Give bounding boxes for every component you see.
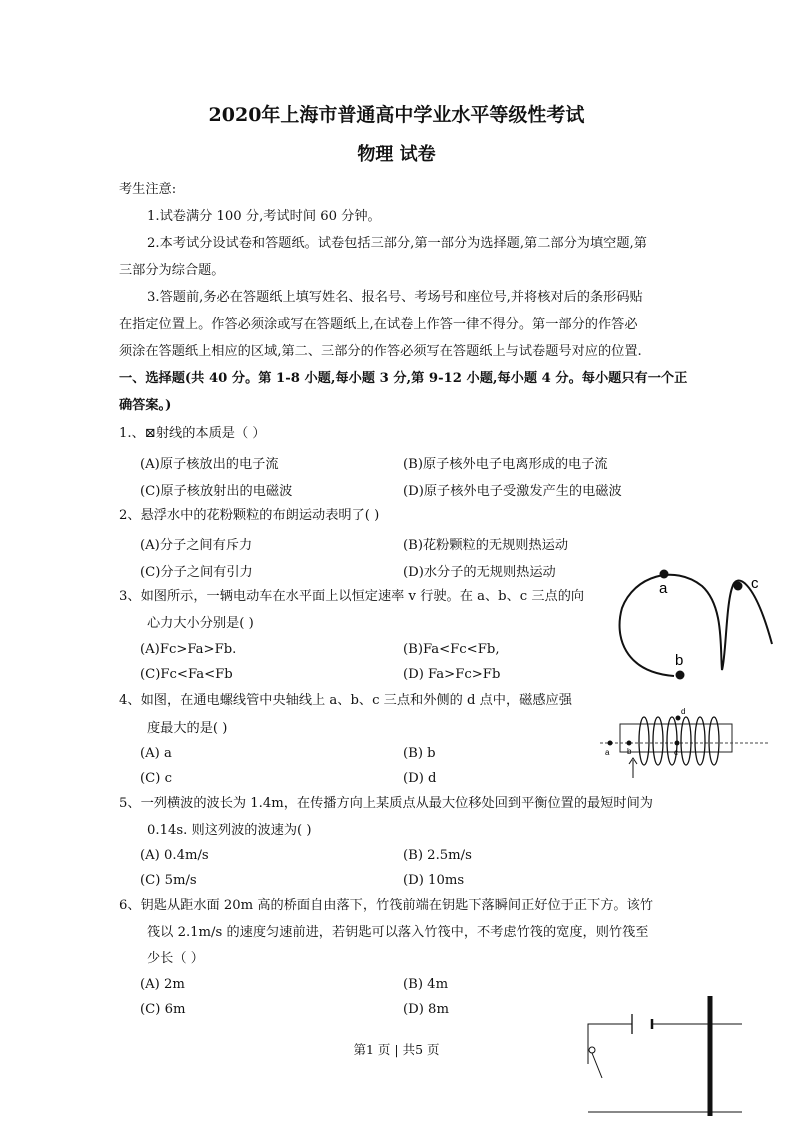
q6-stem-line-2: 筏以 2.1m/s 的速度匀速前进，若钥匙可以落入竹筏中，不考虑竹筏的宽度，则竹筏至 xyxy=(147,925,649,940)
q3-point-b xyxy=(676,671,685,680)
q5-option-a: (A) 0.4m/s xyxy=(140,848,209,863)
q2-option-b: (B)花粉颗粒的无规则热运动 xyxy=(403,538,569,553)
q4-label-d: d xyxy=(681,707,686,716)
q4-label-c: c xyxy=(674,748,678,757)
q4-option-a: (A) a xyxy=(140,746,172,761)
exam-subtitle: 物理 试卷 xyxy=(357,144,436,165)
q3-track-curve xyxy=(620,575,772,676)
q2-option-a: (A)分子之间有斥力 xyxy=(140,538,253,553)
notice-heading: 考生注意: xyxy=(119,182,177,197)
q3-point-c xyxy=(734,582,743,591)
q3-stem-line-2: 心力大小分别是( ) xyxy=(147,616,254,631)
q1-option-b: (B)原子核外电子电离形成的电子流 xyxy=(403,457,608,472)
q6-stem-line-3: 少长（ ） xyxy=(147,951,204,966)
q4-option-c: (C) c xyxy=(140,771,172,786)
notice-item-3-line-3: 须涂在答题纸上相应的区域,第二、三部分的作答必须写在答题纸上与试卷题号对应的位置. xyxy=(119,344,642,359)
q1-option-c: (C)原子核放射出的电磁波 xyxy=(140,484,293,499)
q1-option-d: (D)原子核外电子受激发产生的电磁波 xyxy=(403,484,622,499)
q4-label-a: a xyxy=(605,748,610,757)
q4-option-b: (B) b xyxy=(403,746,436,761)
q4-solenoid-figure xyxy=(596,704,772,780)
q5-option-c: (C) 5m/s xyxy=(140,873,197,888)
notice-item-3-line-2: 在指定位置上。作答必须涂或写在答题纸上,在试卷上作答一律不得分。第一部分的作答必 xyxy=(119,317,638,332)
q4-stem-line-2: 度最大的是( ) xyxy=(147,721,228,736)
section-1-heading-line-1: 一、选择题(共 40 分。第 1-8 小题,每小题 3 分,第 9-12 小题,每小题 4 分。每小题只有一个正 xyxy=(119,371,688,386)
q3-option-c: (C)Fc<Fa<Fb xyxy=(140,667,233,682)
q5-stem-line-1: 5、一列横波的波长为 1.4m，在传播方向上某质点从最大位移处回到平衡位置的最短时间为 xyxy=(119,796,653,811)
page-footer: 第1 页 | 共5 页 xyxy=(353,1042,440,1057)
q3-option-b: (B)Fa<Fc<Fb, xyxy=(403,642,500,657)
q5-option-b: (B) 2.5m/s xyxy=(403,848,472,863)
q4-stem-line-1: 4、如图，在通电螺线管中央轴线上 a、b、c 三点和外侧的 d 点中，磁感应强 xyxy=(119,693,572,708)
notice-item-3-line-1: 3.答题前,务必在答题纸上填写姓名、报名号、考场号和座位号,并将核对后的条形码贴 xyxy=(147,290,643,305)
q3-point-a xyxy=(660,570,669,579)
q3-stem-line-1: 3、如图所示，一辆电动车在水平面上以恒定速率 v 行驶。在 a、b、c 三点的向 xyxy=(119,589,585,604)
q3-option-a: (A)Fc>Fa>Fb. xyxy=(140,642,237,657)
q6-option-a: (A) 2m xyxy=(140,977,185,992)
q6-option-b: (B) 4m xyxy=(403,977,449,992)
q5-option-d: (D) 10ms xyxy=(403,873,465,888)
q2-option-d: (D)水分子的无规则热运动 xyxy=(403,565,556,580)
q6-option-c: (C) 6m xyxy=(140,1002,186,1017)
q3-label-b: b xyxy=(675,652,684,669)
q3-option-d: (D) Fa>Fc>Fb xyxy=(403,667,501,682)
q4-point-d xyxy=(676,716,681,721)
q1-option-a: (A)原子核放出的电子流 xyxy=(140,457,279,472)
q1-stem: 1.、⊠射线的本质是（ ） xyxy=(119,426,266,441)
q3-label-c: c xyxy=(751,575,759,592)
notice-item-2-line-1: 2.本考试分设试卷和答题纸。试卷包括三部分,第一部分为选择题,第二部分为填空题,第 xyxy=(147,236,647,251)
exam-title: 2020年上海市普通高中学业水平等级性考试 xyxy=(208,104,585,126)
q6-stem-line-1: 6、钥匙从距水面 20m 高的桥面自由落下，竹筏前端在钥匙下落瞬间正好位于正下方。该竹 xyxy=(119,898,653,913)
q2-option-c: (C)分子之间有引力 xyxy=(140,565,253,580)
q5-stem-line-2: 0.14s. 则这列波的波速为( ) xyxy=(147,823,312,838)
q4-point-a xyxy=(608,741,613,746)
q4-label-b: b xyxy=(627,747,632,756)
notice-item-1: 1.试卷满分 100 分,考试时间 60 分钟。 xyxy=(147,209,381,224)
q4-point-c xyxy=(675,741,680,746)
notice-item-2-line-2: 三部分为综合题。 xyxy=(119,263,225,278)
q3-track-figure xyxy=(614,566,789,682)
q4-option-d: (D) d xyxy=(403,771,437,786)
q3-label-a: a xyxy=(659,580,668,597)
section-1-heading-line-2: 确答案。) xyxy=(119,398,172,413)
q4-point-b xyxy=(627,741,632,746)
q6-option-d: (D) 8m xyxy=(403,1002,449,1017)
q2-stem: 2、悬浮水中的花粉颗粒的布朗运动表明了( ) xyxy=(119,508,380,523)
